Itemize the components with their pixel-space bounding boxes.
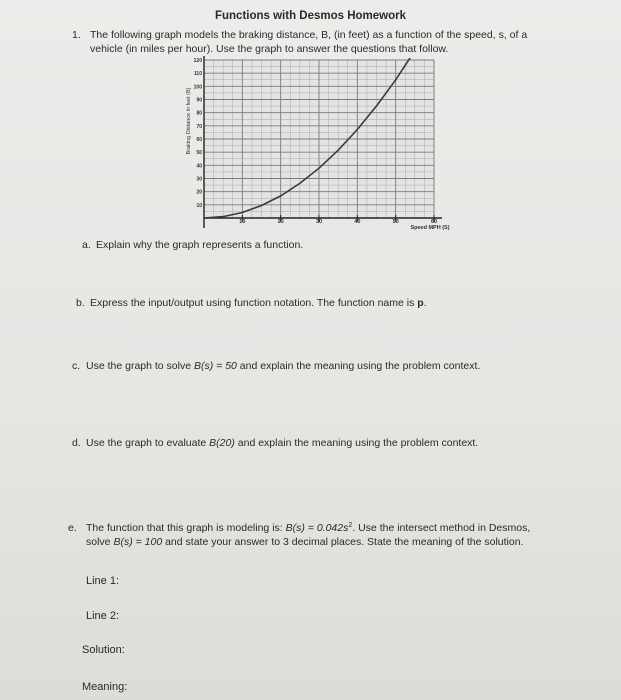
y-tick-label: 80 (196, 110, 202, 117)
part-c-expression: B(s) = 50 (193, 360, 237, 372)
part-d-letter: d. (72, 437, 81, 449)
y-tick-label: 20 (196, 189, 202, 196)
part-c (72, 359, 480, 373)
x-tick-label: 30 (315, 219, 323, 225)
y-tick-label: 90 (196, 97, 202, 104)
x-tick-label: 20 (277, 219, 284, 225)
answer-label-meaning: Meaning: (82, 681, 128, 693)
part-b-function-name: p (417, 297, 424, 309)
part-b-letter: b. (76, 297, 85, 309)
y-tick-label: 70 (196, 123, 202, 130)
y-tick-label: 100 (193, 84, 202, 91)
part-e-line2 (86, 535, 523, 549)
answer-label-line2: Line 2: (86, 610, 120, 622)
question-1-text-line1: The following graph models the braking distance, B, (in feet) as a function of the speed, s, of a (90, 29, 528, 41)
question-1-text-line2: vehicle (in miles per hour). Use the graph to answer the questions that follow. (90, 43, 449, 55)
part-e-line2-text-end: and state your answer to 3 decimal places. State the meaning of the solution. (162, 536, 524, 548)
question-number: 1. (72, 29, 81, 41)
part-c-text: Use the graph to solve (86, 360, 194, 372)
part-e-letter: e. (68, 522, 77, 534)
y-tick-label: 110 (193, 71, 202, 78)
part-e-function: B(s) = 0.042s (285, 522, 349, 534)
y-tick-label: 50 (196, 150, 202, 157)
part-b (76, 296, 427, 310)
part-b-text-end: . (423, 297, 427, 309)
part-e-line1 (68, 519, 530, 535)
x-tick-label: 50 (392, 219, 399, 225)
x-axis-label: Speed MPH (S) (410, 225, 450, 231)
part-e-text-end: . Use the intersect method in Desmos, (352, 522, 531, 534)
part-d (72, 436, 478, 450)
page-title: Functions with Desmos Homework (214, 10, 407, 22)
y-tick-label: 60 (196, 137, 202, 143)
y-tick-label: 120 (193, 58, 202, 64)
x-tick-label: 40 (354, 219, 361, 225)
x-tick-label: 10 (239, 219, 246, 225)
part-a (82, 238, 303, 252)
y-tick-label: 10 (196, 202, 202, 209)
part-e-solve-expression: B(s) = 100 (113, 536, 163, 548)
answer-label-line1: Line 1: (86, 575, 120, 587)
part-b-text: Express the input/output using function notation. The function name is (90, 297, 418, 309)
part-d-expression: B(20) (209, 437, 235, 449)
answer-label-solution: Solution: (82, 644, 125, 656)
part-d-text: Use the graph to evaluate (86, 437, 210, 449)
y-tick-label: 30 (196, 176, 202, 183)
x-tick-label: 60 (430, 219, 438, 225)
part-e-line2-text: solve (86, 536, 114, 548)
part-e-exponent: 2 (348, 522, 353, 529)
y-tick-label: 40 (196, 163, 202, 170)
y-axis-label: Braking Distance in feet (B) (186, 87, 192, 155)
part-d-text-end: and explain the meaning using the problem context. (234, 437, 479, 449)
part-c-letter: c. (72, 360, 81, 372)
part-c-text-end: and explain the meaning using the problem context. (236, 360, 481, 372)
part-a-text: Explain why the graph represents a function. (96, 239, 304, 251)
part-e-text: The function that this graph is modeling is: (86, 522, 286, 534)
part-a-letter: a. (82, 239, 91, 251)
